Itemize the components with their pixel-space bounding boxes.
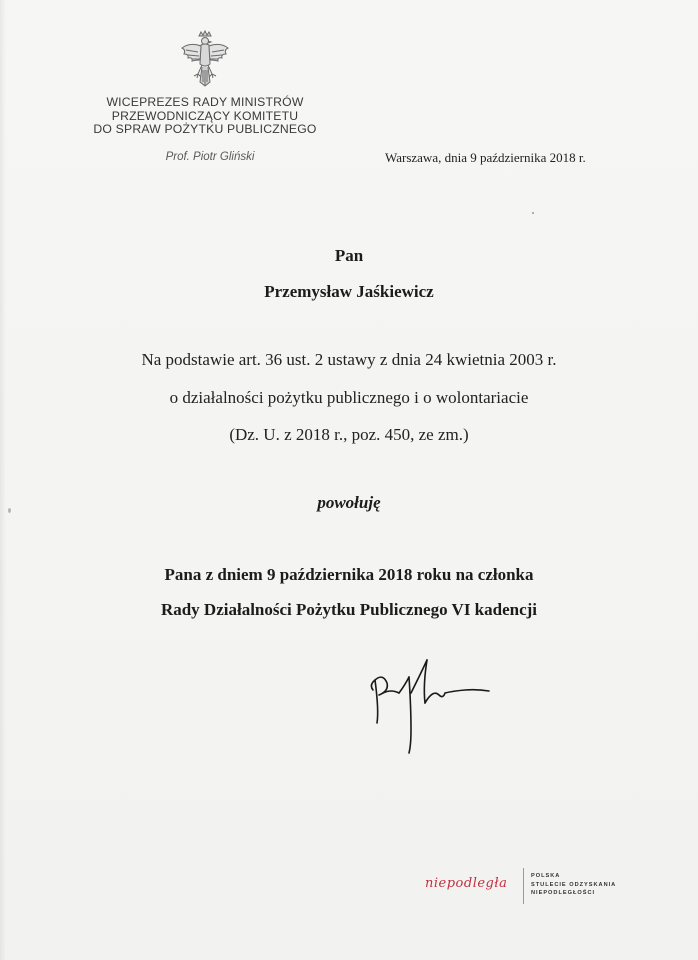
place-and-date: Warszawa, dnia 9 października 2018 r. [385,150,586,165]
page-edge-shadow [0,0,6,960]
centenary-logo [425,864,645,914]
paper-dot [532,212,534,214]
appointment-line: Rady Działalności Pożytku Publicznego VI kadencji [160,600,538,619]
office-title [70,96,340,137]
appointment-word: powołuję [317,493,381,512]
handwritten-signature [365,655,515,760]
centenary-text-line: POLSKA [531,873,561,879]
office-title-line: DO SPRAW POŻYTKU PUBLICZNEGO [93,122,317,136]
signatory-name: Prof. Piotr Gliński [165,150,255,163]
legal-basis-line: o działalności pożytku publicznego i o wolontariacie [169,388,529,407]
addressee-name: Przemysław Jaśkiewicz [264,282,434,301]
salutation: Pan [334,246,364,265]
letterhead [70,30,340,163]
appointment-line: Pana z dniem 9 października 2018 roku na członka [164,565,534,584]
centenary-text-line: NIEPODLEGŁOŚCI [531,890,596,897]
logo-divider [523,868,524,904]
centenary-text-line: STULECIE ODZYSKANIA [531,881,617,888]
legal-basis-line: (Dz. U. z 2018 r., poz. 450, ze zm.) [229,425,469,444]
office-title-line: WICEPREZES RADY MINISTRÓW [106,95,304,109]
office-title-line: PRZEWODNICZĄCY KOMITETU [111,108,299,123]
legal-basis-line: Na podstawie art. 36 ust. 2 ustawy z dnia 24 kwietnia 2003 r. [141,350,557,369]
centenary-text [531,872,616,898]
niepodlegla-script-logo: niepodległa [425,876,508,891]
polish-eagle-emblem-icon [178,30,232,92]
